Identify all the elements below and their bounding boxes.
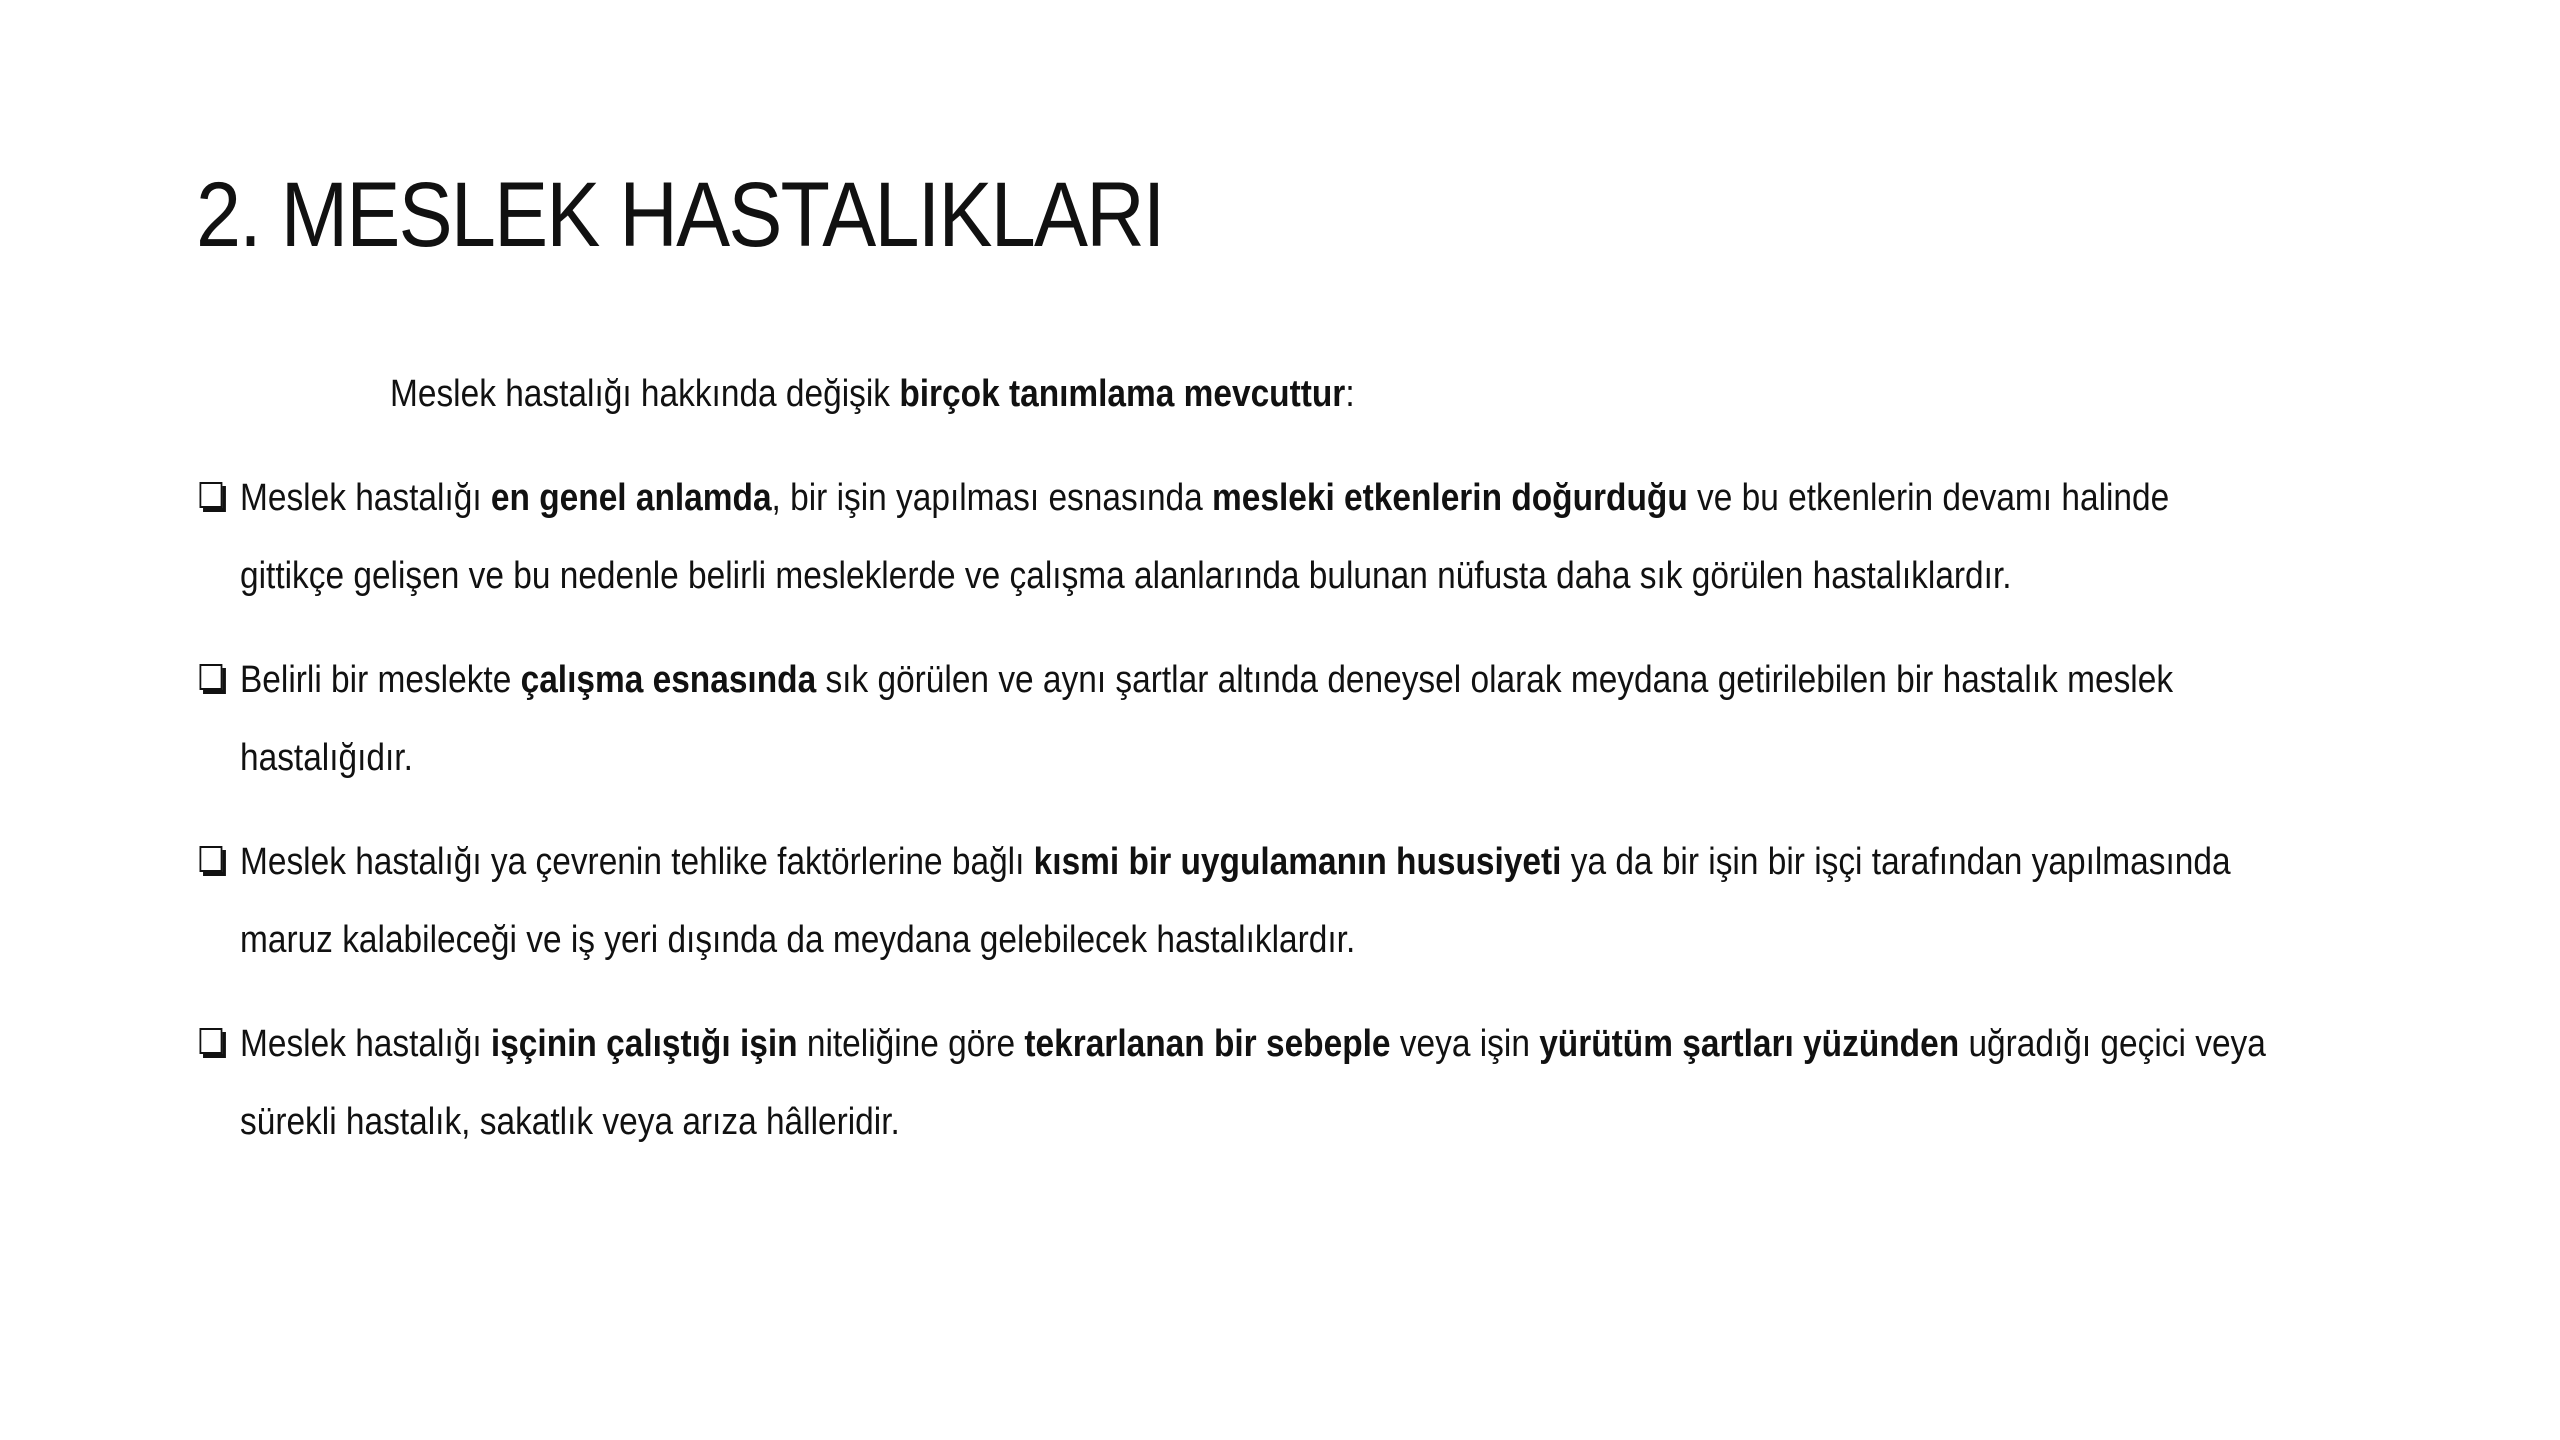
checkbox-bullet-icon — [200, 482, 223, 508]
text-run: sık görülen ve aynı şartlar altında deneysel olarak meydana getirilebilen bir hastalık meslek — [816, 659, 2174, 701]
bullet-item-4 — [196, 1020, 2326, 1146]
text-run: ya da bir işin bir işçi tarafından yapılmasında — [1561, 841, 2231, 883]
bullet-item-2 — [196, 656, 2326, 782]
bold-text-run: mesleki etkenlerin doğurduğu — [1212, 477, 1688, 519]
bullet-item-1-line-2: gittikçe gelişen ve bu nedenle belirli mesleklerde ve çalışma alanlarında bulunan nüfusta daha sık görülen hastalıklardır. — [240, 555, 2012, 597]
text-run: ve bu etkenlerin devamı halinde — [1687, 477, 2170, 519]
bullet-item-1 — [196, 474, 2326, 600]
bullet-item-4-line-1 — [196, 1020, 2326, 1068]
bold-text-run: tekrarlanan bir sebeple — [1024, 1023, 1391, 1065]
bullet-item-2-line-2: hastalığıdır. — [240, 737, 413, 779]
intro-bold-text: birçok tanımlama mevcuttur — [899, 373, 1346, 415]
bullet-item-3-line-2: maruz kalabileceği ve iş yeri dışında da meydana gelebilecek hastalıklardır. — [240, 919, 1356, 961]
text-run: Meslek hastalığı ya çevrenin tehlike faktörlerine bağlı — [240, 841, 1034, 883]
bold-text-run: işçinin çalıştığı işin — [490, 1023, 798, 1065]
bullet-item-4-line-2: sürekli hastalık, sakatlık veya arıza hâlleridir. — [240, 1101, 900, 1143]
bold-text-run: çalışma esnasında — [520, 659, 817, 701]
text-run: Belirli bir meslekte — [240, 659, 521, 701]
text-run: Meslek hastalığı — [240, 1023, 491, 1065]
text-run: veya işin — [1390, 1023, 1540, 1065]
intro-paragraph — [390, 370, 1355, 418]
text-run: uğradığı geçici veya — [1959, 1023, 2266, 1065]
bold-text-run: yürütüm şartları yüzünden — [1539, 1023, 1960, 1065]
intro-colon: : — [1345, 373, 1355, 415]
bullet-item-3-line-1 — [196, 838, 2326, 886]
text-run: Meslek hastalığı — [240, 477, 491, 519]
text-run: niteliğine göre — [797, 1023, 1025, 1065]
text-run: , bir işin yapılması esnasında — [771, 477, 1213, 519]
bullet-item-2-line-1 — [196, 656, 2326, 704]
bullet-item-3 — [196, 838, 2326, 964]
checkbox-bullet-icon — [200, 1028, 223, 1054]
bold-text-run: en genel anlamda — [490, 477, 772, 519]
checkbox-bullet-icon — [200, 846, 223, 872]
slide-title: 2. MESLEK HASTALIKLARI — [196, 164, 1164, 266]
bold-text-run: kısmi bir uygulamanın hususiyeti — [1033, 841, 1562, 883]
checkbox-bullet-icon — [200, 664, 223, 690]
intro-text: Meslek hastalığı hakkında değişik — [390, 373, 900, 415]
bullet-item-1-line-1 — [196, 474, 2326, 522]
